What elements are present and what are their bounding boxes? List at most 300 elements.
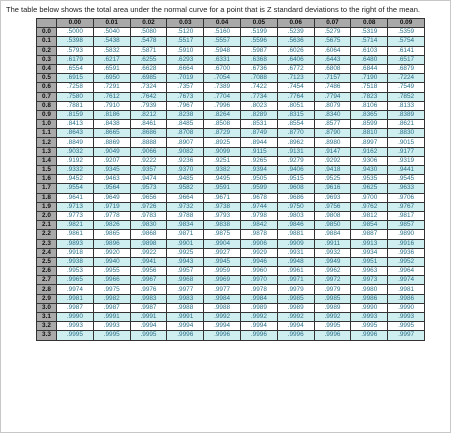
table-cell: .9995	[93, 331, 130, 340]
row-header: 0.2	[37, 46, 57, 55]
table-cell: .9992	[277, 313, 314, 322]
table-cell: .9868	[130, 230, 167, 239]
table-cell: .9916	[388, 239, 425, 248]
table-cell: .9641	[57, 193, 94, 202]
table-cell: .9649	[93, 193, 130, 202]
table-cell: .9370	[167, 166, 204, 175]
table-cell: .9207	[93, 156, 130, 165]
table-cell: .9936	[388, 248, 425, 257]
table-cell: .9719	[93, 202, 130, 211]
table-row	[37, 110, 425, 119]
table-cell: .8315	[277, 110, 314, 119]
table-cell: .6406	[277, 55, 314, 64]
table-cell: .9599	[240, 184, 277, 193]
table-row	[37, 313, 425, 322]
table-cell: .5040	[93, 28, 130, 37]
table-cell: .6664	[167, 64, 204, 73]
table-cell: .9984	[204, 294, 241, 303]
table-cell: .9994	[204, 322, 241, 331]
table-cell: .9762	[351, 202, 388, 211]
table-cell: .8944	[240, 138, 277, 147]
table-cell: .9982	[93, 294, 130, 303]
table-cell: .6985	[130, 74, 167, 83]
table-cell: .5557	[204, 37, 241, 46]
table-cell: .9992	[204, 313, 241, 322]
table-cell: .9713	[57, 202, 94, 211]
table-cell: .9983	[130, 294, 167, 303]
column-header: 0.06	[277, 19, 314, 28]
table-cell: .9988	[167, 303, 204, 312]
table-cell: .9890	[388, 230, 425, 239]
table-cell: .9525	[314, 175, 351, 184]
table-cell: .9838	[204, 221, 241, 230]
table-cell: .9904	[204, 239, 241, 248]
table-cell: .7518	[351, 83, 388, 92]
table-cell: .8599	[351, 120, 388, 129]
table-cell: .5832	[93, 46, 130, 55]
table-cell: .5279	[314, 28, 351, 37]
table-cell: .9981	[388, 285, 425, 294]
table-cell: .9812	[351, 211, 388, 220]
table-cell: .9430	[351, 166, 388, 175]
table-cell: .9826	[93, 221, 130, 230]
row-header: 0.7	[37, 92, 57, 101]
table-cell: .6064	[314, 46, 351, 55]
table-cell: .8962	[277, 138, 314, 147]
table-cell: .8289	[240, 110, 277, 119]
column-header: 0.08	[351, 19, 388, 28]
table-row	[37, 193, 425, 202]
table-cell: .9953	[57, 267, 94, 276]
table-cell: .5754	[388, 37, 425, 46]
table-cell: .9995	[130, 331, 167, 340]
table-cell: .7088	[240, 74, 277, 83]
table-cell: .9162	[351, 147, 388, 156]
table-cell: .6950	[93, 74, 130, 83]
table-cell: .5517	[167, 37, 204, 46]
row-header: 0.9	[37, 110, 57, 119]
table-cell: .9099	[204, 147, 241, 156]
table-cell: .9773	[57, 211, 94, 220]
table-cell: .6879	[388, 64, 425, 73]
table-cell: .7939	[130, 101, 167, 110]
table-cell: .6517	[388, 55, 425, 64]
table-cell: .9964	[388, 267, 425, 276]
table-cell: .9925	[167, 248, 204, 257]
corner-cell	[37, 19, 57, 28]
table-cell: .9940	[93, 257, 130, 266]
table-cell: .8106	[351, 101, 388, 110]
table-cell: .7258	[57, 83, 94, 92]
table-cell: .9608	[277, 184, 314, 193]
table-row	[37, 46, 425, 55]
table-cell: .9948	[277, 257, 314, 266]
table-cell: .9996	[277, 331, 314, 340]
table-cell: .7734	[240, 92, 277, 101]
table-cell: .9573	[130, 184, 167, 193]
table-cell: .8023	[240, 101, 277, 110]
table-cell: .9993	[93, 322, 130, 331]
table-cell: .8888	[130, 138, 167, 147]
table-cell: .6255	[130, 55, 167, 64]
table-row	[37, 64, 425, 73]
table-cell: .9983	[167, 294, 204, 303]
column-header: 0.01	[93, 19, 130, 28]
row-header: 0.3	[37, 55, 57, 64]
table-cell: .9830	[130, 221, 167, 230]
column-header: 0.00	[57, 19, 94, 28]
table-cell: .6772	[277, 64, 314, 73]
table-cell: .9995	[314, 322, 351, 331]
table-cell: .9901	[167, 239, 204, 248]
table-cell: .9992	[314, 313, 351, 322]
table-cell: .8238	[167, 110, 204, 119]
table-cell: .9821	[57, 221, 94, 230]
table-cell: .9767	[388, 202, 425, 211]
table-row	[37, 230, 425, 239]
table-cell: .9857	[388, 221, 425, 230]
table-cell: .9974	[388, 276, 425, 285]
table-cell: .9693	[314, 193, 351, 202]
table-row	[37, 101, 425, 110]
row-header: 0.5	[37, 74, 57, 83]
table-cell: .9382	[204, 166, 241, 175]
table-row	[37, 37, 425, 46]
table-row	[37, 120, 425, 129]
table-cell: .8133	[388, 101, 425, 110]
table-cell: .9418	[314, 166, 351, 175]
row-header: 1.5	[37, 166, 57, 175]
table-cell: .7910	[93, 101, 130, 110]
table-cell: .9678	[240, 193, 277, 202]
table-row	[37, 184, 425, 193]
table-cell: .7454	[277, 83, 314, 92]
table-row	[37, 129, 425, 138]
table-row	[37, 322, 425, 331]
table-cell: .8508	[204, 120, 241, 129]
table-cell: .8051	[277, 101, 314, 110]
table-row	[37, 166, 425, 175]
table-cell: .9973	[351, 276, 388, 285]
row-header: 3.1	[37, 313, 57, 322]
table-cell: .9554	[57, 184, 94, 193]
table-cell: .9345	[93, 166, 130, 175]
table-cell: .9115	[240, 147, 277, 156]
table-cell: .7486	[314, 83, 351, 92]
table-cell: .6808	[314, 64, 351, 73]
table-row	[37, 331, 425, 340]
table-cell: .9995	[57, 331, 94, 340]
table-cell: .9505	[240, 175, 277, 184]
table-cell: .9991	[130, 313, 167, 322]
table-cell: .9920	[93, 248, 130, 257]
row-header: 1.7	[37, 184, 57, 193]
table-cell: .7157	[314, 74, 351, 83]
table-cell: .8413	[57, 120, 94, 129]
table-cell: .9357	[130, 166, 167, 175]
table-cell: .6443	[314, 55, 351, 64]
table-cell: .9515	[277, 175, 314, 184]
table-cell: .9049	[93, 147, 130, 156]
table-cell: .9946	[240, 257, 277, 266]
table-cell: .9032	[57, 147, 94, 156]
table-cell: .9452	[57, 175, 94, 184]
table-cell: .9896	[93, 239, 130, 248]
row-header: 2.6	[37, 267, 57, 276]
table-cell: .5120	[167, 28, 204, 37]
table-row	[37, 147, 425, 156]
table-cell: .9854	[351, 221, 388, 230]
table-row	[37, 294, 425, 303]
table-cell: .8770	[277, 129, 314, 138]
table-cell: .5596	[240, 37, 277, 46]
table-cell: .7422	[240, 83, 277, 92]
table-cell: .9971	[277, 276, 314, 285]
table-cell: .7823	[351, 92, 388, 101]
table-row	[37, 74, 425, 83]
table-cell: .9131	[277, 147, 314, 156]
row-header: 2.7	[37, 276, 57, 285]
table-cell: .9981	[57, 294, 94, 303]
table-cell: .9968	[167, 276, 204, 285]
table-cell: .8438	[93, 120, 130, 129]
table-cell: .7224	[388, 74, 425, 83]
table-cell: .9927	[204, 248, 241, 257]
table-cell: .9236	[167, 156, 204, 165]
table-cell: .5359	[388, 28, 425, 37]
table-cell: .9834	[167, 221, 204, 230]
table-cell: .9951	[351, 257, 388, 266]
table-row	[37, 303, 425, 312]
table-cell: .9965	[57, 276, 94, 285]
table-cell: .9997	[388, 331, 425, 340]
table-cell: .9966	[93, 276, 130, 285]
table-cell: .7612	[93, 92, 130, 101]
table-cell: .9987	[57, 303, 94, 312]
table-cell: .9817	[388, 211, 425, 220]
table-cell: .9535	[351, 175, 388, 184]
table-caption: The table below shows the total area under the normal curve for a point that is Z standard deviations to the right of the mean.	[6, 5, 420, 14]
table-cell: .8849	[57, 138, 94, 147]
table-cell: .9564	[93, 184, 130, 193]
table-row	[37, 221, 425, 230]
table-cell: .9633	[388, 184, 425, 193]
table-cell: .9671	[204, 193, 241, 202]
table-cell: .9332	[57, 166, 94, 175]
table-cell: .9977	[204, 285, 241, 294]
column-header: 0.07	[314, 19, 351, 28]
table-cell: .5714	[351, 37, 388, 46]
table-cell: .7673	[167, 92, 204, 101]
table-cell: .7794	[314, 92, 351, 101]
table-cell: .9292	[314, 156, 351, 165]
table-cell: .9909	[277, 239, 314, 248]
table-row	[37, 248, 425, 257]
table-cell: .9875	[204, 230, 241, 239]
row-header: 2.3	[37, 239, 57, 248]
table-cell: .9987	[130, 303, 167, 312]
table-cell: .9871	[167, 230, 204, 239]
table-cell: .9177	[388, 147, 425, 156]
table-cell: .5160	[204, 28, 241, 37]
table-row	[37, 285, 425, 294]
table-body	[37, 28, 425, 340]
table-cell: .9970	[240, 276, 277, 285]
table-row	[37, 55, 425, 64]
table-cell: .9996	[204, 331, 241, 340]
table-cell: .9993	[57, 322, 94, 331]
table-cell: .6331	[204, 55, 241, 64]
table-cell: .9994	[167, 322, 204, 331]
table-cell: .9222	[130, 156, 167, 165]
table-cell: .9986	[351, 294, 388, 303]
table-cell: .8643	[57, 129, 94, 138]
table-row	[37, 257, 425, 266]
row-header: 0.4	[37, 64, 57, 73]
table-cell: .9706	[388, 193, 425, 202]
table-cell: .9861	[57, 230, 94, 239]
table-cell: .9929	[240, 248, 277, 257]
table-cell: .9994	[130, 322, 167, 331]
row-header: 1.8	[37, 193, 57, 202]
table-cell: .9932	[314, 248, 351, 257]
table-cell: .7291	[93, 83, 130, 92]
table-cell: .8907	[167, 138, 204, 147]
table-cell: .9582	[167, 184, 204, 193]
table-cell: .5199	[240, 28, 277, 37]
table-cell: .9842	[240, 221, 277, 230]
table-cell: .9147	[314, 147, 351, 156]
table-cell: .9956	[130, 267, 167, 276]
table-cell: .9996	[167, 331, 204, 340]
table-cell: .9066	[130, 147, 167, 156]
table-cell: .9962	[314, 267, 351, 276]
table-cell: .9884	[314, 230, 351, 239]
table-cell: .9906	[240, 239, 277, 248]
column-header: 0.04	[204, 19, 241, 28]
table-cell: .9625	[351, 184, 388, 193]
table-cell: .9989	[277, 303, 314, 312]
table-cell: .6368	[240, 55, 277, 64]
table-cell: .9463	[93, 175, 130, 184]
table-cell: .9972	[314, 276, 351, 285]
table-cell: .9192	[57, 156, 94, 165]
table-cell: .6026	[277, 46, 314, 55]
row-header: 2.1	[37, 221, 57, 230]
table-row	[37, 92, 425, 101]
table-cell: .9591	[204, 184, 241, 193]
table-cell: .9887	[351, 230, 388, 239]
table-cell: .9993	[351, 313, 388, 322]
table-cell: .9985	[314, 294, 351, 303]
table-cell: .9656	[130, 193, 167, 202]
table-cell: .9251	[204, 156, 241, 165]
row-header: 0.6	[37, 83, 57, 92]
table-cell: .9931	[277, 248, 314, 257]
table-cell: .9441	[388, 166, 425, 175]
row-header: 1.6	[37, 175, 57, 184]
table-cell: .8869	[93, 138, 130, 147]
table-cell: .9878	[240, 230, 277, 239]
table-cell: .5871	[130, 46, 167, 55]
table-cell: .9960	[240, 267, 277, 276]
table-cell: .9987	[93, 303, 130, 312]
table-cell: .6628	[130, 64, 167, 73]
table-cell: .9969	[204, 276, 241, 285]
table-cell: .5080	[130, 28, 167, 37]
table-cell: .9783	[130, 211, 167, 220]
table-cell: .9846	[277, 221, 314, 230]
row-header: 1.0	[37, 120, 57, 129]
table-cell: .6141	[388, 46, 425, 55]
table-cell: .8665	[93, 129, 130, 138]
table-cell: .9881	[277, 230, 314, 239]
table-cell: .8485	[167, 120, 204, 129]
table-cell: .8389	[388, 110, 425, 119]
table-cell: .9990	[388, 303, 425, 312]
table-cell: .9994	[240, 322, 277, 331]
table-row	[37, 83, 425, 92]
table-cell: .6844	[351, 64, 388, 73]
table-cell: .9996	[351, 331, 388, 340]
table-cell: .9913	[351, 239, 388, 248]
table-cell: .9990	[57, 313, 94, 322]
table-cell: .7704	[204, 92, 241, 101]
table-cell: .5438	[93, 37, 130, 46]
row-header: 0.1	[37, 37, 57, 46]
table-cell: .6217	[93, 55, 130, 64]
table-cell: .8340	[314, 110, 351, 119]
row-header: 1.3	[37, 147, 57, 156]
table-cell: .9978	[240, 285, 277, 294]
table-cell: .5319	[351, 28, 388, 37]
table-cell: .6736	[240, 64, 277, 73]
table-cell: .5478	[130, 37, 167, 46]
table-cell: .8729	[204, 129, 241, 138]
table-cell: .8264	[204, 110, 241, 119]
table-cell: .9989	[240, 303, 277, 312]
table-cell: .8554	[277, 120, 314, 129]
row-header: 0.0	[37, 28, 57, 37]
table-cell: .9957	[167, 267, 204, 276]
table-cell: .8925	[204, 138, 241, 147]
table-cell: .9918	[57, 248, 94, 257]
table-cell: .9975	[93, 285, 130, 294]
table-cell: .9989	[314, 303, 351, 312]
table-cell: .5239	[277, 28, 314, 37]
table-cell: .7580	[57, 92, 94, 101]
table-cell: .7642	[130, 92, 167, 101]
table-cell: .9985	[277, 294, 314, 303]
table-row	[37, 267, 425, 276]
table-cell: .9898	[130, 239, 167, 248]
table-cell: .8686	[130, 129, 167, 138]
table-cell: .9979	[277, 285, 314, 294]
table-cell: .9995	[351, 322, 388, 331]
table-cell: .6700	[204, 64, 241, 73]
table-cell: .9726	[130, 202, 167, 211]
table-cell: .9963	[351, 267, 388, 276]
table-cell: .6915	[57, 74, 94, 83]
table-cell: .5793	[57, 46, 94, 55]
table-cell: .5675	[314, 37, 351, 46]
table-cell: .5636	[277, 37, 314, 46]
table-cell: .9474	[130, 175, 167, 184]
row-header: 2.4	[37, 248, 57, 257]
table-cell: .9961	[277, 267, 314, 276]
table-cell: .7054	[204, 74, 241, 83]
table-cell: .9959	[204, 267, 241, 276]
